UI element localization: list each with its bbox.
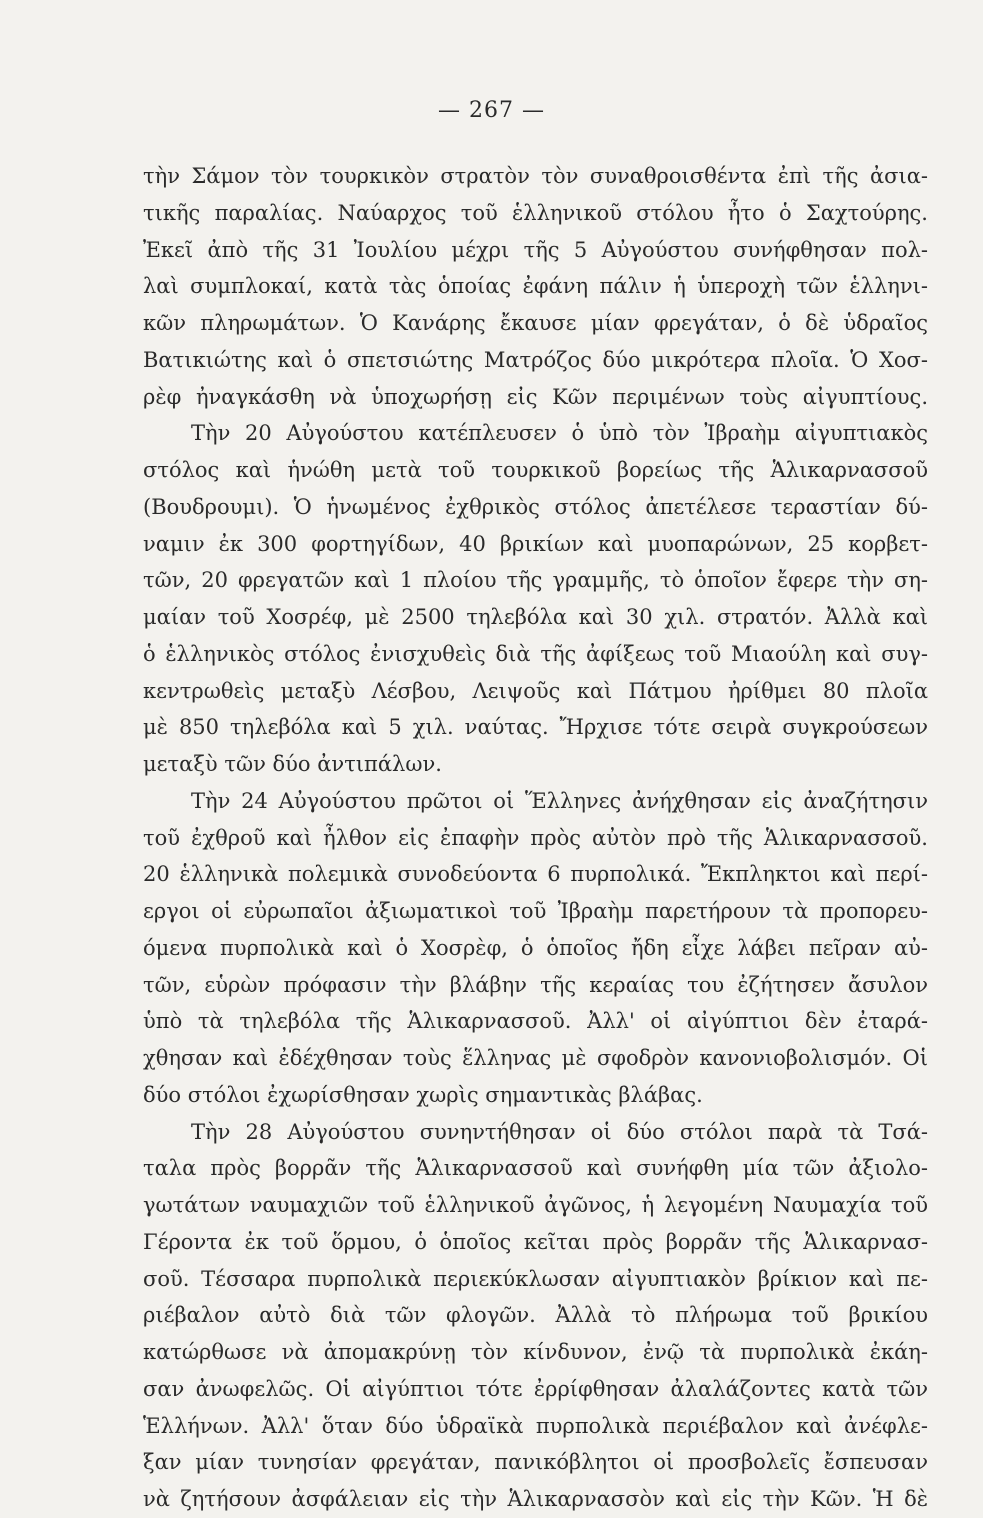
text-line: στόλος καὶ ἡνώθη μετὰ τοῦ τουρκικοῦ βορείως τῆς Ἁλικαρνασσοῦ [143,458,928,482]
text-line: τῶν, εὑρὼν πρόφασιν τὴν βλάβην τῆς κεραίας του ἐζήτησεν ἄσυλον [143,972,928,997]
text-line: τὴν Σάμον τὸν τουρκικὸν στρατὸν τὸν συναθροισθέντα ἐπὶ τῆς ἀσια- [143,164,928,188]
text-line: κατώρθωσε νὰ ἀπομακρύνῃ τὸν κίνδυνον, ἐνῷ τὰ πυρπολικὰ ἐκάη- [143,1340,928,1364]
body-text [143,158,928,1518]
text-line: σαν ἀνωφελῶς. Οἱ αἰγύπτιοι τότε ἐρρίφθησαν ἀλαλάζοντες κατὰ τῶν [143,1376,928,1401]
text-line: ταλα πρὸς βορρᾶν τῆς Ἁλικαρνασσοῦ καὶ συνήφθη μία τῶν ἀξιολο- [143,1156,928,1181]
text-line: κεντρωθεὶς μεταξὺ Λέσβου, Λειψοῦς καὶ Πάτμου ἠρίθμει 80 πλοῖα [143,678,928,703]
text-line: ὑπὸ τὰ τηλεβόλα τῆς Ἁλικαρνασσοῦ. Ἀλλ' οἱ αἰγύπτιοι δὲν ἐταρά- [143,1009,928,1034]
page-number: — 267 — [438,98,545,123]
text-line: Βατικιώτης καὶ ὁ σπετσιώτης Ματρόζος δύο μικρότερα πλοῖα. Ὁ Χοσ- [143,347,928,372]
text-line: Ἑλλήνων. Ἀλλ' ὅταν δύο ὑδραϊκὰ πυρπολικὰ περιέβαλον καὶ ἀνέφλε- [143,1413,928,1438]
text-line: ξαν μίαν τυνησίαν φρεγάταν, πανικόβλητοι οἱ προσβολεῖς ἔσπευσαν [143,1450,928,1475]
text-line: ὁ ἑλληνικὸς στόλος ἐνισχυθεὶς διὰ τῆς ἀφίξεως τοῦ Μιαούλη καὶ συγ- [143,641,928,666]
text-line: ναμιν ἐκ 300 φορτηγίδων, 40 βρικίων καὶ μυοπαρώνων, 25 κορβετ- [143,531,928,556]
text-line: ριέβαλον αὐτὸ διὰ τῶν φλογῶν. Ἀλλὰ τὸ πλήρωμα τοῦ βρικίου [143,1303,928,1328]
text-line: λαὶ συμπλοκαί, κατὰ τὰς ὁποίας ἐφάνη πάλιν ἡ ὑπεροχὴ τῶν ἑλληνι- [143,274,928,299]
text-line: Τὴν 24 Αὐγούστου πρῶτοι οἱ Ἕλληνες ἀνήχθησαν εἰς ἀναζήτησιν [191,788,928,813]
text-line: κῶν πληρωμάτων. Ὁ Κανάρης ἔκαυσε μίαν φρεγάταν, ὁ δὲ ὑδραῖος [143,311,928,335]
text-line: τοῦ ἐχθροῦ καὶ ἦλθον εἰς ἐπαφὴν πρὸς αὐτὸν πρὸ τῆς Ἁλικαρνασσοῦ. [143,825,928,850]
text-line: μαίαν τοῦ Χοσρέφ, μὲ 2500 τηλεβόλα καὶ 30 χιλ. στρατόν. Ἀλλὰ καὶ [143,605,928,629]
text-line: όμενα πυρπολικὰ καὶ ὁ Χοσρὲφ, ὁ ὁποῖος ἤδη εἶχε λάβει πεῖραν αὐ- [143,935,928,960]
text-line: Ἐκεῖ ἀπὸ τῆς 31 Ἰουλίου μέχρι τῆς 5 Αὐγούστου συνήφθησαν πολ- [143,237,928,262]
text-line: Τὴν 20 Αὐγούστου κατέπλευσεν ὁ ὑπὸ τὸν Ἰβραὴμ αἰγυπτιακὸς [191,421,928,446]
text-line: Τὴν 28 Αὐγούστου συνηντήθησαν οἱ δύο στόλοι παρὰ τὰ Τσά- [191,1119,928,1144]
text-line: 20 ἑλληνικὰ πολεμικὰ συνοδεύοντα 6 πυρπολικά. Ἔκπληκτοι καὶ περί- [143,862,928,887]
text-line: γωτάτων ναυμαχιῶν τοῦ ἑλληνικοῦ ἀγῶνος, ἡ λεγομένη Ναυμαχία τοῦ [143,1193,928,1217]
text-line: τῶν, 20 φρεγατῶν καὶ 1 πλοίου τῆς γραμμῆς, τὸ ὁποῖον ἔφερε τὴν ση- [143,568,928,593]
text-line: Γέροντα ἐκ τοῦ ὅρμου, ὁ ὁποῖος κεῖται πρὸς βορρᾶν τῆς Ἁλικαρνασ- [143,1229,928,1254]
text-line: δύο στόλοι ἐχωρίσθησαν χωρὶς σημαντικὰς βλάβας. [143,1082,703,1107]
text-line: (Βουδρουμι). Ὁ ἡνωμένος ἐχθρικὸς στόλος ἀπετέλεσε τεραστίαν δύ- [143,494,928,519]
text-line: νὰ ζητήσουν ἀσφάλειαν εἰς τὴν Ἁλικαρνασσὸν καὶ εἰς τὴν Κῶν. Ἡ δὲ [143,1487,928,1511]
text-line: μὲ 850 τηλεβόλα καὶ 5 χιλ. ναύτας. Ἤρχισε τότε σειρὰ συγκρούσεων [143,715,928,740]
text-line: μεταξὺ τῶν δύο ἀντιπάλων. [143,752,442,776]
text-line: ρὲφ ἠναγκάσθη νὰ ὑποχωρήσῃ εἰς Κῶν περιμένων τοὺς αἰγυπτίους. [143,384,928,409]
text-line: εργοι οἱ εὐρωπαῖοι ἀξιωματικοὶ τοῦ Ἰβραὴμ παρετήρουν τὰ προπορευ- [143,899,928,923]
text-line: χθησαν καὶ ἐδέχθησαν τοὺς ἕλληνας μὲ σφοδρὸν κανονιοβολισμόν. Οἱ [143,1046,928,1070]
text-line: σοῦ. Τέσσαρα πυρπολικὰ περιεκύκλωσαν αἰγυπτιακὸν βρίκιον καὶ πε- [143,1266,928,1291]
text-line: τικῆς παραλίας. Ναύαρχος τοῦ ἑλληνικοῦ στόλου ἦτο ὁ Σαχτούρης. [143,200,928,225]
